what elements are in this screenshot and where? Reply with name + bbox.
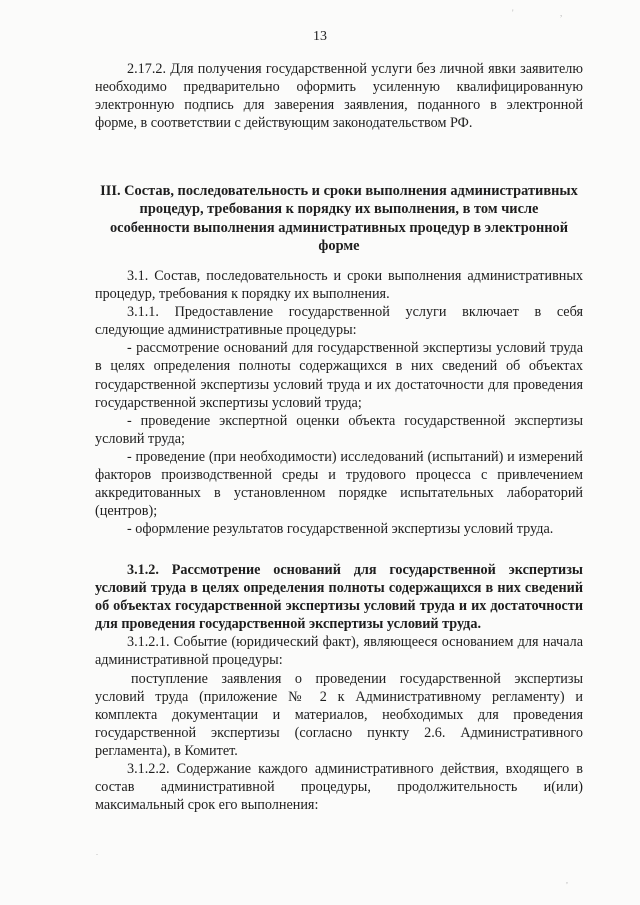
- subsection-3-1-2: [95, 561, 583, 814]
- paragraph-2-17-2: [95, 60, 583, 132]
- scan-mark: ': [512, 8, 514, 18]
- page-number: 13: [313, 29, 327, 44]
- procedure-item: - проведение (при необходимости) исследований (испытаний) и измерений факторов производственной среды и трудового процесса с привлечением аккредитованных в установленном порядке испытательных лабораторий (центров);: [95, 448, 583, 520]
- procedure-item: - рассмотрение оснований для государственной экспертизы условий труда в целях определения полноты содержащихся в них сведений об объектах государственной экспертизы условий труда и их достаточности для проведения государственной экспертизы условий труда;: [95, 340, 583, 411]
- paragraph-3-1-2-1: 3.1.2.1. Событие (юридический факт), являющееся основанием для начала административной процедуры:: [95, 634, 583, 669]
- subsection-title: 3.1.2. Рассмотрение оснований для государственной экспертизы условий труда в целях определения полноты содержащихся в них сведений об объектах государственной экспертизы условий труда и их достаточности для проведения государственной экспертизы условий труда.: [95, 562, 583, 633]
- section-heading: [100, 182, 578, 256]
- paragraph-3-1: 3.1. Состав, последовательность и сроки выполнения административных процедур, требования к порядку их выполнения.: [95, 268, 583, 303]
- paragraph-3-1-2-1-body: поступление заявления о проведении государственной экспертизы условий труда (приложение № 2 к Административному регламенту) и комплекта документации и материалов, необходимых для проведения государственной экспертизы (согласно пункту 2.6. Административного регламента), в Комитет.: [95, 670, 583, 759]
- paragraph-text: 2.17.2. Для получения государственной услуги без личной явки заявителю необходимо предварительно оформить усиленную квалифицированную электронную подпись для заверения заявления, поданного в электронной форме, в соответствии с действующим законодательством РФ.: [95, 61, 583, 132]
- scan-mark: ,: [560, 8, 563, 18]
- paragraph-3-1-2-2: 3.1.2.2. Содержание каждого административного действия, входящего в состав административной процедуры, продолжительность и(или) максимальный срок его выполнения:: [95, 761, 583, 814]
- scan-mark: .: [96, 848, 98, 857]
- paragraph-3-1-1: 3.1.1. Предоставление государственной услуги включает в себя следующие административные процедуры:: [95, 304, 583, 339]
- scan-mark: ,: [566, 876, 568, 885]
- section-body: [95, 267, 583, 538]
- section-title: III. Состав, последовательность и сроки выполнения административных процедур, требования к порядку их выполнения, в том числе особенности выполнения административных процедур в электронной форме: [100, 183, 578, 255]
- procedure-item: - оформление результатов государственной экспертизы условий труда.: [127, 521, 554, 538]
- procedure-item: - проведение экспертной оценки объекта государственной экспертизы условий труда;: [95, 412, 583, 447]
